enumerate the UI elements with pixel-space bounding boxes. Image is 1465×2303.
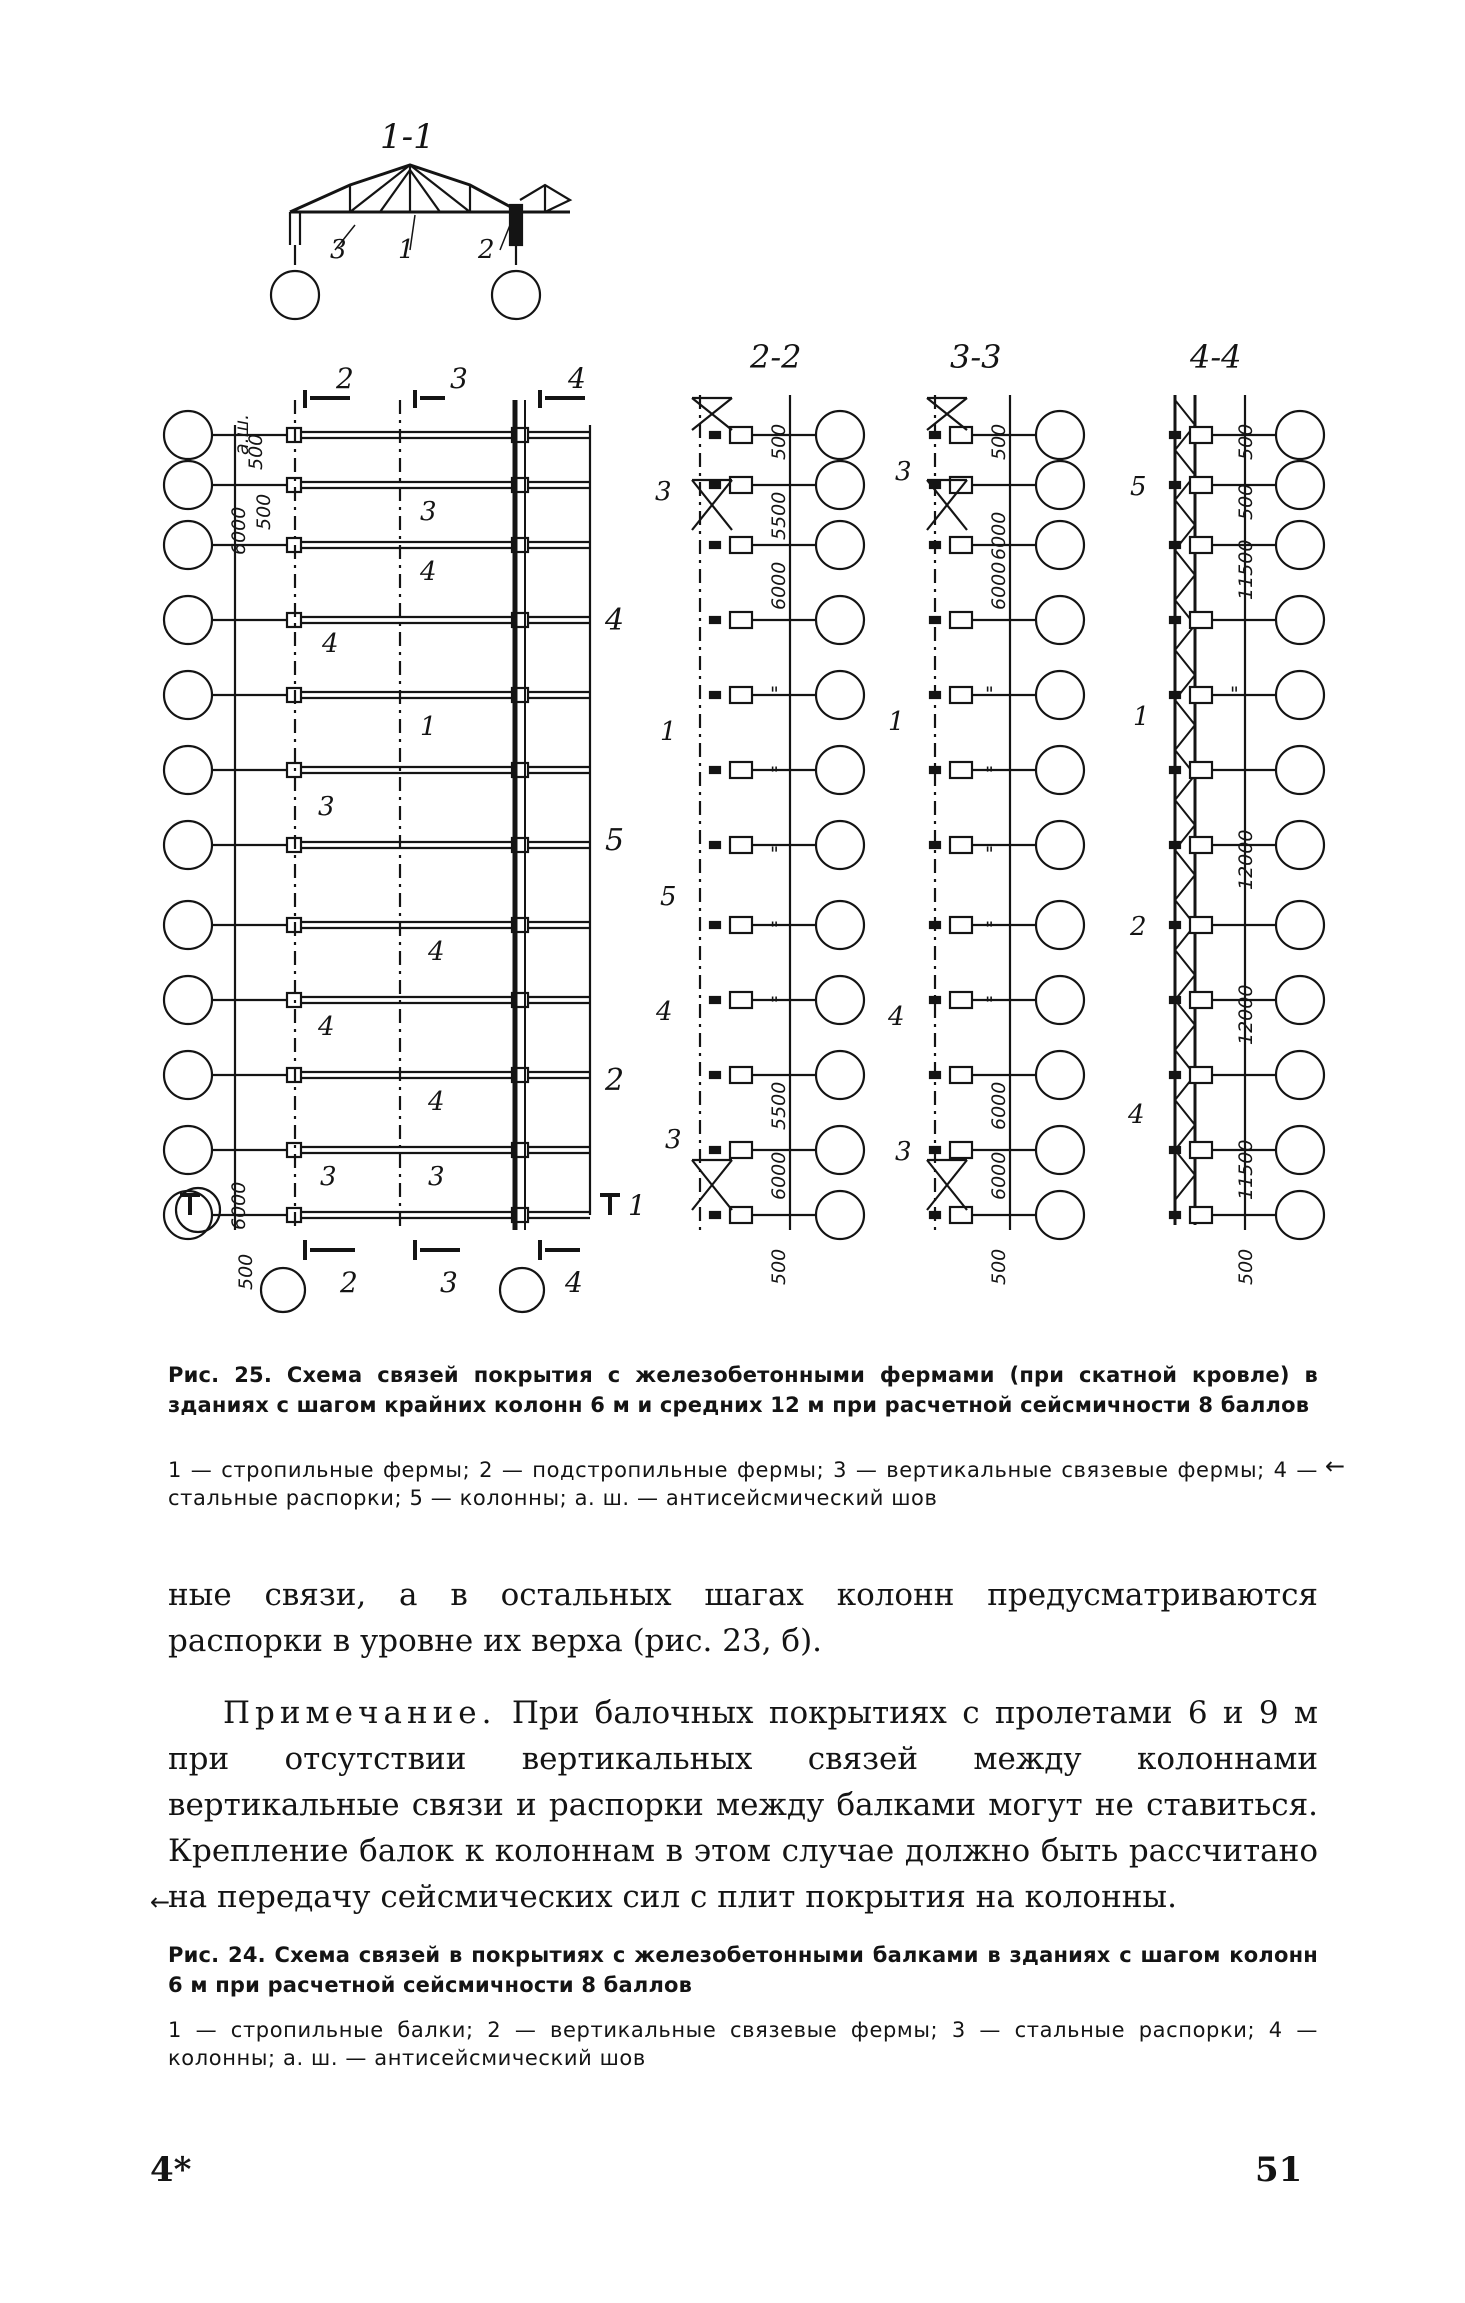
page-number: 51	[1255, 2150, 1303, 2190]
callout-2: 2	[478, 235, 495, 265]
ditto-mark: "	[985, 683, 994, 705]
column-circle	[1036, 461, 1084, 509]
column-circle	[816, 1051, 864, 1099]
column-circle	[164, 901, 212, 949]
label-section-4-4: 4-4	[1190, 338, 1242, 376]
s33-callout-3a: 3	[895, 457, 912, 487]
ditto-mark: "	[770, 993, 779, 1015]
column-circle	[816, 461, 864, 509]
beam-end	[1170, 617, 1180, 623]
column-circle	[1276, 461, 1324, 509]
beam-end	[930, 1072, 940, 1078]
dim-6000-bottom: 6000	[228, 1181, 250, 1230]
plan-callout-3b: 3	[318, 792, 335, 822]
figure-25-caption-legend: 1 — стропильные фермы; 2 — подстропильные фермы; 3 — вертикальные связевые фермы; 4 — стальные распорки; 5 — колонны; а. ш. — антисейсмический шов	[168, 1458, 1318, 1510]
ditto-mark: "	[770, 683, 779, 705]
dimension-label: 500	[768, 1248, 790, 1285]
dim-6000-top: 6000	[228, 506, 250, 555]
beam-end	[710, 767, 720, 773]
beam-support	[1190, 1207, 1212, 1223]
s44-callout-4: 4	[1128, 1100, 1145, 1130]
column-circle	[816, 596, 864, 644]
beam-support	[730, 537, 752, 553]
ditto-mark: "	[1230, 683, 1239, 705]
beam-end	[930, 767, 940, 773]
dimension-label: 12000	[1235, 829, 1257, 890]
label-section-2-2: 2-2	[750, 338, 802, 376]
figure-24-caption-legend: 1 — стропильные балки; 2 — вертикальные связевые фермы; 3 — стальные распорки; 4 — колонны; а. ш. — антисейсмический шов	[168, 2018, 1318, 2070]
beam-end	[710, 692, 720, 698]
beam-support	[1190, 427, 1212, 443]
column-circle	[1276, 1126, 1324, 1174]
ditto-mark: "	[985, 843, 994, 865]
s22-callout-3b: 3	[665, 1125, 682, 1155]
column-circle	[816, 411, 864, 459]
section-1-1-drawing	[271, 165, 570, 319]
dimension-label: 11500	[1235, 1139, 1257, 1200]
label-section-1-1: 1-1	[380, 117, 435, 157]
note-label: Примечание.	[223, 1695, 497, 1731]
beam-end	[930, 922, 940, 928]
dimension-label: 6000	[988, 511, 1010, 560]
dimension-label: 6000	[988, 561, 1010, 610]
ditto-mark: "	[985, 918, 994, 940]
beam-end	[1170, 1072, 1180, 1078]
plan-callout-4d: 4	[318, 1012, 335, 1042]
section-4-4-drawing	[1170, 395, 1324, 1239]
s44-callout-2: 2	[1130, 912, 1147, 942]
beam-end	[710, 922, 720, 928]
beam-end	[710, 1072, 720, 1078]
column-circle	[1276, 411, 1324, 459]
beam-support	[730, 1142, 752, 1158]
beam-end	[930, 542, 940, 548]
column-circle	[164, 461, 212, 509]
beam-support	[950, 992, 972, 1008]
beam-support	[950, 1067, 972, 1083]
column-circle	[164, 411, 212, 459]
beam-support	[730, 1067, 752, 1083]
beam-support	[1190, 837, 1212, 853]
column-circle	[1036, 976, 1084, 1024]
ditto-mark: "	[770, 763, 779, 785]
beam-end	[1170, 482, 1180, 488]
figure-25-caption-title: Рис. 25. Схема связей покрытия с железобетонными фермами (при скатной кровле) в зданиях с шагом крайних колонн 6 м и средних 12 м при расчетной сейсмичности 8 баллов	[168, 1363, 1318, 1417]
cut-2-top: 2	[336, 362, 354, 395]
beam-support	[950, 537, 972, 553]
column-circle	[1276, 596, 1324, 644]
column-circle	[1276, 821, 1324, 869]
beam-end	[930, 1147, 940, 1153]
ditto-mark: "	[770, 918, 779, 940]
column-circle	[816, 821, 864, 869]
beam-end	[1170, 842, 1180, 848]
dimension-label: 6000	[768, 1151, 790, 1200]
beam-support	[730, 837, 752, 853]
beam-support	[730, 992, 752, 1008]
beam-support	[1190, 612, 1212, 628]
column-circle	[164, 1051, 212, 1099]
signature-mark: 4*	[150, 2150, 192, 2190]
s33-callout-3b: 3	[895, 1137, 912, 1167]
beam-support	[730, 427, 752, 443]
beam-support	[730, 687, 752, 703]
cut-4-bottom: 4	[565, 1266, 583, 1299]
dim-500-c: 500	[235, 1253, 257, 1290]
column-circle	[1036, 746, 1084, 794]
cut-2-bottom: 2	[340, 1266, 358, 1299]
beam-support	[730, 762, 752, 778]
ditto-mark: "	[985, 993, 994, 1015]
cut-1-right: 1	[628, 1189, 646, 1222]
paragraph-continuation: ные связи, а в остальных шагах колонн предусматриваются распорки в уровне их верха (рис. 23, б).	[168, 1577, 1318, 1659]
column-circle	[1276, 1051, 1324, 1099]
dim-seismic-joint: а.ш.	[231, 413, 253, 455]
beam-end	[710, 542, 720, 548]
beam-support	[730, 917, 752, 933]
dimension-label: 500	[1235, 1248, 1257, 1285]
beam-support	[1190, 477, 1212, 493]
s22-callout-4: 4	[656, 997, 673, 1027]
column-circle	[816, 746, 864, 794]
dimension-label: 11500	[1235, 539, 1257, 600]
beam-end	[1170, 432, 1180, 438]
cut-3-top: 3	[450, 362, 468, 395]
cut-3-bottom: 3	[440, 1266, 458, 1299]
column-circle	[164, 596, 212, 644]
beam-end	[710, 997, 720, 1003]
beam-support	[950, 612, 972, 628]
beam-end	[930, 692, 940, 698]
beam-support	[1190, 917, 1212, 933]
beam-support	[1190, 537, 1212, 553]
plan-callout-4b: 4	[322, 629, 339, 659]
dimension-label: 500	[988, 1248, 1010, 1285]
column-circle	[164, 976, 212, 1024]
beam-end	[1170, 1147, 1180, 1153]
beam-end	[930, 842, 940, 848]
s44-callout-1: 1	[1133, 702, 1150, 732]
dimension-label: 5500	[768, 1081, 790, 1130]
s22-callout-3a: 3	[655, 477, 672, 507]
column-circle	[1276, 746, 1324, 794]
column-circle	[1036, 1126, 1084, 1174]
column-circle	[816, 1191, 864, 1239]
beam-end	[930, 1212, 940, 1218]
plan-callout-4-right: 4	[605, 603, 625, 638]
dimension-label: 12000	[1235, 984, 1257, 1045]
dimension-label: 500	[1235, 423, 1257, 460]
note-text: При балочных покрытиях с пролетами 6 и 9 м при отсутствии вертикальных связей между колоннами вертикальные связи и распорки между балками могут не ставиться. Крепление балок к колоннам в этом случае должно быть рассчитано на передачу сейсмических сил с плит покрытия на колонны.	[168, 1695, 1319, 1915]
dimension-label: 500	[768, 423, 790, 460]
beam-support	[730, 612, 752, 628]
column-circle	[1276, 671, 1324, 719]
beam-end	[1170, 542, 1180, 548]
s22-callout-5: 5	[660, 882, 677, 912]
beam-support	[950, 687, 972, 703]
ditto-mark: "	[770, 843, 779, 865]
dimension-label: 500	[1235, 483, 1257, 520]
plan-callout-3d: 3	[428, 1162, 445, 1192]
figure-24-caption-title: Рис. 24. Схема связей в покрытиях с железобетонными балками в зданиях с шагом колонн 6 м при расчетной сейсмичности 8 баллов	[168, 1943, 1318, 1997]
note-paragraph	[168, 1690, 1318, 1920]
dimension-label: 6000	[988, 1151, 1010, 1200]
beam-support	[1190, 762, 1212, 778]
plan-callout-1: 1	[420, 712, 437, 742]
dim-500-a: 500	[245, 433, 267, 470]
beam-end	[710, 842, 720, 848]
plan-callout-3a: 3	[420, 497, 437, 527]
column-circle	[164, 1126, 212, 1174]
column-circle	[1276, 521, 1324, 569]
beam-end	[1170, 767, 1180, 773]
dimension-label: 500	[988, 423, 1010, 460]
s33-callout-4: 4	[888, 1002, 905, 1032]
column-circle	[1036, 901, 1084, 949]
dimension-label: 5500	[768, 491, 790, 540]
beam-end	[1170, 922, 1180, 928]
plan-callout-5-right: 5	[605, 823, 625, 858]
column-circle	[1276, 976, 1324, 1024]
beam-support	[730, 1207, 752, 1223]
column-circle	[164, 671, 212, 719]
s33-callout-1: 1	[888, 707, 905, 737]
column-circle	[816, 1126, 864, 1174]
beam-support	[1190, 1067, 1212, 1083]
beam-end	[1170, 997, 1180, 1003]
beam-support	[950, 917, 972, 933]
column-circle	[1036, 411, 1084, 459]
column-circle	[1036, 1051, 1084, 1099]
beam-end	[930, 617, 940, 623]
beam-end	[710, 482, 720, 488]
column-circle	[1036, 596, 1084, 644]
column-circle	[164, 521, 212, 569]
ditto-mark: "	[985, 763, 994, 785]
margin-arrow-mark-2: ←	[150, 1888, 171, 1916]
plan-callout-3c: 3	[320, 1162, 337, 1192]
beam-support	[950, 762, 972, 778]
s22-callout-1: 1	[660, 717, 677, 747]
beam-end	[1170, 692, 1180, 698]
plan-callout-2-right: 2	[605, 1063, 625, 1098]
dimension-label: 6000	[768, 561, 790, 610]
beam-support	[950, 1207, 972, 1223]
beam-support	[1190, 687, 1212, 703]
plan-callout-4a: 4	[420, 557, 437, 587]
beam-end	[710, 617, 720, 623]
column-circle	[816, 671, 864, 719]
column-circle	[1036, 821, 1084, 869]
column-circle	[1036, 671, 1084, 719]
column-circle	[816, 901, 864, 949]
callout-3: 3	[330, 235, 347, 265]
margin-arrow-mark: ←	[1325, 1452, 1346, 1480]
beam-support	[1190, 1142, 1212, 1158]
beam-end	[1170, 1212, 1180, 1218]
beam-end	[930, 997, 940, 1003]
beam-end	[710, 1212, 720, 1218]
column-circle	[164, 821, 212, 869]
dimension-label: 6000	[988, 1081, 1010, 1130]
beam-end	[930, 432, 940, 438]
beam-end	[710, 1147, 720, 1153]
beam-support	[950, 1142, 972, 1158]
beam-end	[710, 432, 720, 438]
column-circle	[164, 746, 212, 794]
beam-support	[950, 427, 972, 443]
plan-callout-4c: 4	[428, 937, 445, 967]
column-circle	[1276, 901, 1324, 949]
column-circle	[1276, 1191, 1324, 1239]
callout-1: 1	[398, 235, 415, 265]
column-circle	[816, 521, 864, 569]
cut-4-top: 4	[568, 362, 586, 395]
beam-support	[730, 477, 752, 493]
label-section-3-3: 3-3	[950, 338, 1002, 376]
s44-callout-5: 5	[1130, 472, 1147, 502]
column-circle	[816, 976, 864, 1024]
column-circle	[1036, 521, 1084, 569]
dim-500-b: 500	[253, 493, 275, 530]
plan-callout-4e: 4	[428, 1087, 445, 1117]
beam-support	[1190, 992, 1212, 1008]
beam-support	[950, 837, 972, 853]
column-circle	[1036, 1191, 1084, 1239]
